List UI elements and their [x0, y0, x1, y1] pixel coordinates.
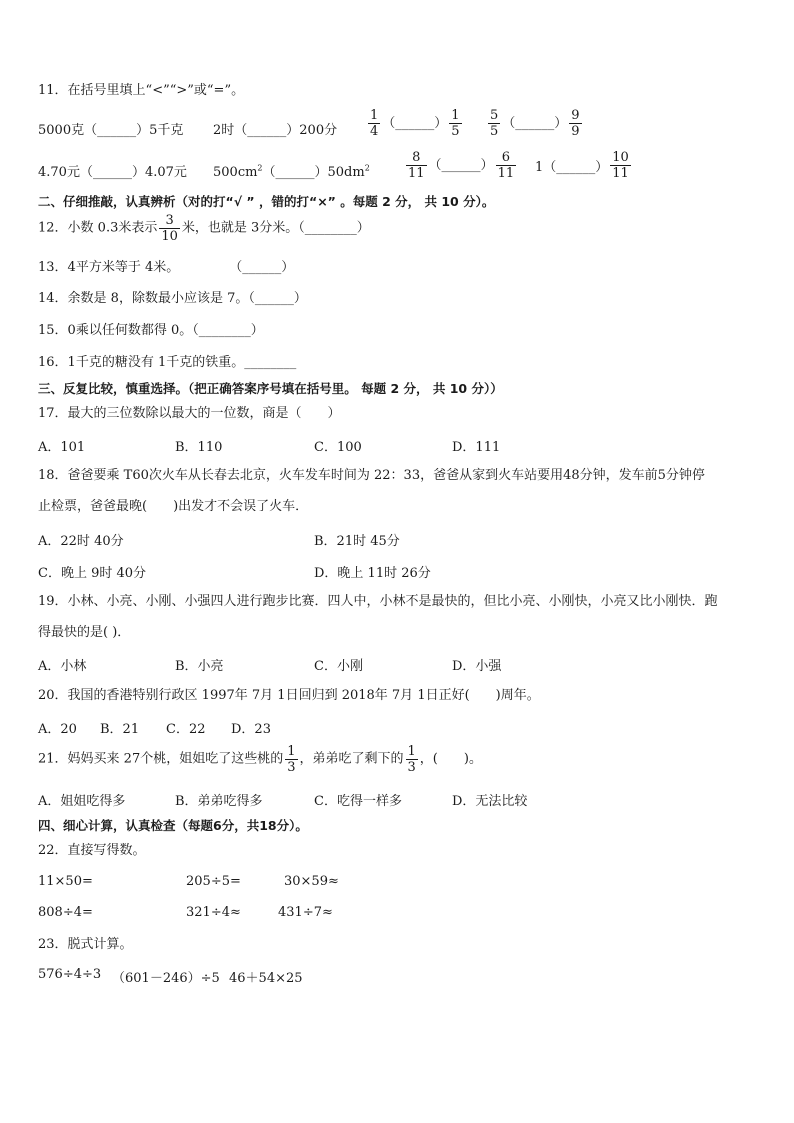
q22-title: 22．直接写得数。: [38, 843, 146, 858]
option-d[interactable]: D．无法比较: [452, 794, 528, 809]
calc-item: 321÷4≈: [186, 905, 241, 920]
option-a[interactable]: A．20: [38, 722, 77, 737]
fraction: $\frac{8}{11}$: [408, 150, 425, 181]
option-d[interactable]: D．23: [231, 722, 271, 737]
option-d[interactable]: D．晚上 11时 26分: [314, 566, 431, 581]
option-c[interactable]: C．吃得一样多: [314, 794, 402, 809]
q19-line2: 得最快的是( )．: [38, 625, 131, 640]
q18-line1: 18．爸爸要乘 T60次火车从长春去北京，火车发车时间为 22：33，爸爸从家到火车站要用48分钟，发车前5分钟停: [38, 468, 705, 483]
calc-item: 46＋54×25: [229, 971, 303, 986]
q23-title: 23．脱式计算。: [38, 937, 133, 952]
option-b[interactable]: B．21时 45分: [314, 534, 400, 549]
section-2-title: 二、仔细推敲，认真辨析（对的打“√ ” ，错的打“×” 。每题 2 分， 共 10 分）。: [38, 194, 495, 209]
q21: 21．妈妈买来 27个桃，姐姐吃了这些桃的 $\frac{1}{3}$ ，弟弟吃了剩下的 $\frac{1}{3}$ ，( )。: [38, 744, 482, 775]
option-a[interactable]: A．101: [38, 440, 86, 455]
fraction: $\frac{9}{9}$: [571, 108, 580, 139]
q11-row2-a: 4.70元（______）4.07元: [38, 165, 187, 180]
fraction: $\frac{5}{5}$: [490, 108, 499, 139]
q20: 20．我国的香港特别行政区 1997年 7月 1日回归到 2018年 7月 1日正好( )周年。: [38, 688, 540, 703]
option-d[interactable]: D．小强: [452, 659, 502, 674]
option-a[interactable]: A．22时 40分: [38, 534, 124, 549]
option-b[interactable]: B．小亮: [175, 659, 224, 674]
fraction: $\frac{1}{3}$: [407, 744, 416, 775]
q17: 17．最大的三位数除以最大的一位数，商是（ ）: [38, 406, 341, 421]
calc-item: 11×50=: [38, 874, 93, 889]
q11-row1-c: [366, 108, 464, 139]
q18-line2: 止检票，爸爸最晚( )出发才不会误了火车．: [38, 499, 309, 514]
q11-row1-b: 2时（______）200分: [213, 123, 338, 138]
fraction: $\frac{10}{11}$: [612, 150, 629, 181]
option-b[interactable]: B．110: [175, 440, 223, 455]
option-d[interactable]: D．111: [452, 440, 501, 455]
answer-blank[interactable]: （______）: [428, 158, 494, 173]
calc-item: 30×59≈: [284, 874, 339, 889]
fraction: $\frac{1}{4}$: [370, 108, 379, 139]
q11-row2-b: $500cm^2(\_\_\_\_\_\_)50dm^2$: [213, 163, 370, 180]
q14: 14．余数是 8，除数最小应该是 7。（______）: [38, 291, 307, 306]
q16: 16．1千克的糖没有 1千克的铁重。________: [38, 355, 297, 370]
q11-row2-d: 1（______） $\frac{10}{11}$: [535, 150, 629, 181]
calc-item: 431÷7≈: [278, 905, 333, 920]
section-3-title: 三、反复比较，慎重选择。（把正确答案序号填在括号里。 每题 2 分， 共 10 分））: [38, 381, 503, 396]
calc-item: 205÷5=: [186, 874, 241, 889]
q11-row2-c: [404, 150, 518, 181]
q15: 15．0乘以任何数都得 0。（________）: [38, 323, 264, 338]
fraction: $\frac{6}{11}$: [497, 150, 515, 181]
option-c[interactable]: C．22: [166, 722, 206, 737]
q13: 13．4平方米等于 4米。 （______）: [38, 260, 295, 275]
answer-blank[interactable]: （______）: [502, 116, 568, 131]
option-a[interactable]: A．小林: [38, 659, 87, 674]
q11-title: 11．在括号里填上“<”“>”或“=”。: [38, 83, 245, 98]
option-c[interactable]: C．100: [314, 440, 362, 455]
section-4-title: 四、细心计算，认真检查（每题6分，共18分）。: [38, 818, 308, 833]
q19-line1: 19．小林、小亮、小刚、小强四人进行跑步比赛．四人中，小林不是最快的，但比小亮、小刚快，小亮又比小刚快．跑: [38, 594, 718, 609]
option-b[interactable]: B．弟弟吃得多: [175, 794, 263, 809]
option-c[interactable]: C．晚上 9时 40分: [38, 566, 147, 581]
answer-blank[interactable]: （______）: [382, 116, 448, 131]
calc-item: 576÷4÷3: [38, 967, 102, 982]
option-a[interactable]: A．姐姐吃得多: [38, 794, 126, 809]
q12: 12．小数 0.3米表示 $\frac{3}{10}$ 米，也就是 3分米。（________）: [38, 213, 370, 244]
option-b[interactable]: B．21: [100, 722, 140, 737]
calc-item: 808÷4=: [38, 905, 93, 920]
calc-item: （601－246）÷5: [112, 971, 220, 986]
fraction: $\frac{1}{3}$: [287, 744, 296, 775]
fraction: $\frac{1}{5}$: [451, 108, 460, 139]
q11-row1-d: [486, 108, 584, 139]
fraction: $\frac{3}{10}$: [161, 213, 178, 244]
q11-row1-a: 5000克（______）5千克: [38, 123, 184, 138]
option-c[interactable]: C．小刚: [314, 659, 363, 674]
